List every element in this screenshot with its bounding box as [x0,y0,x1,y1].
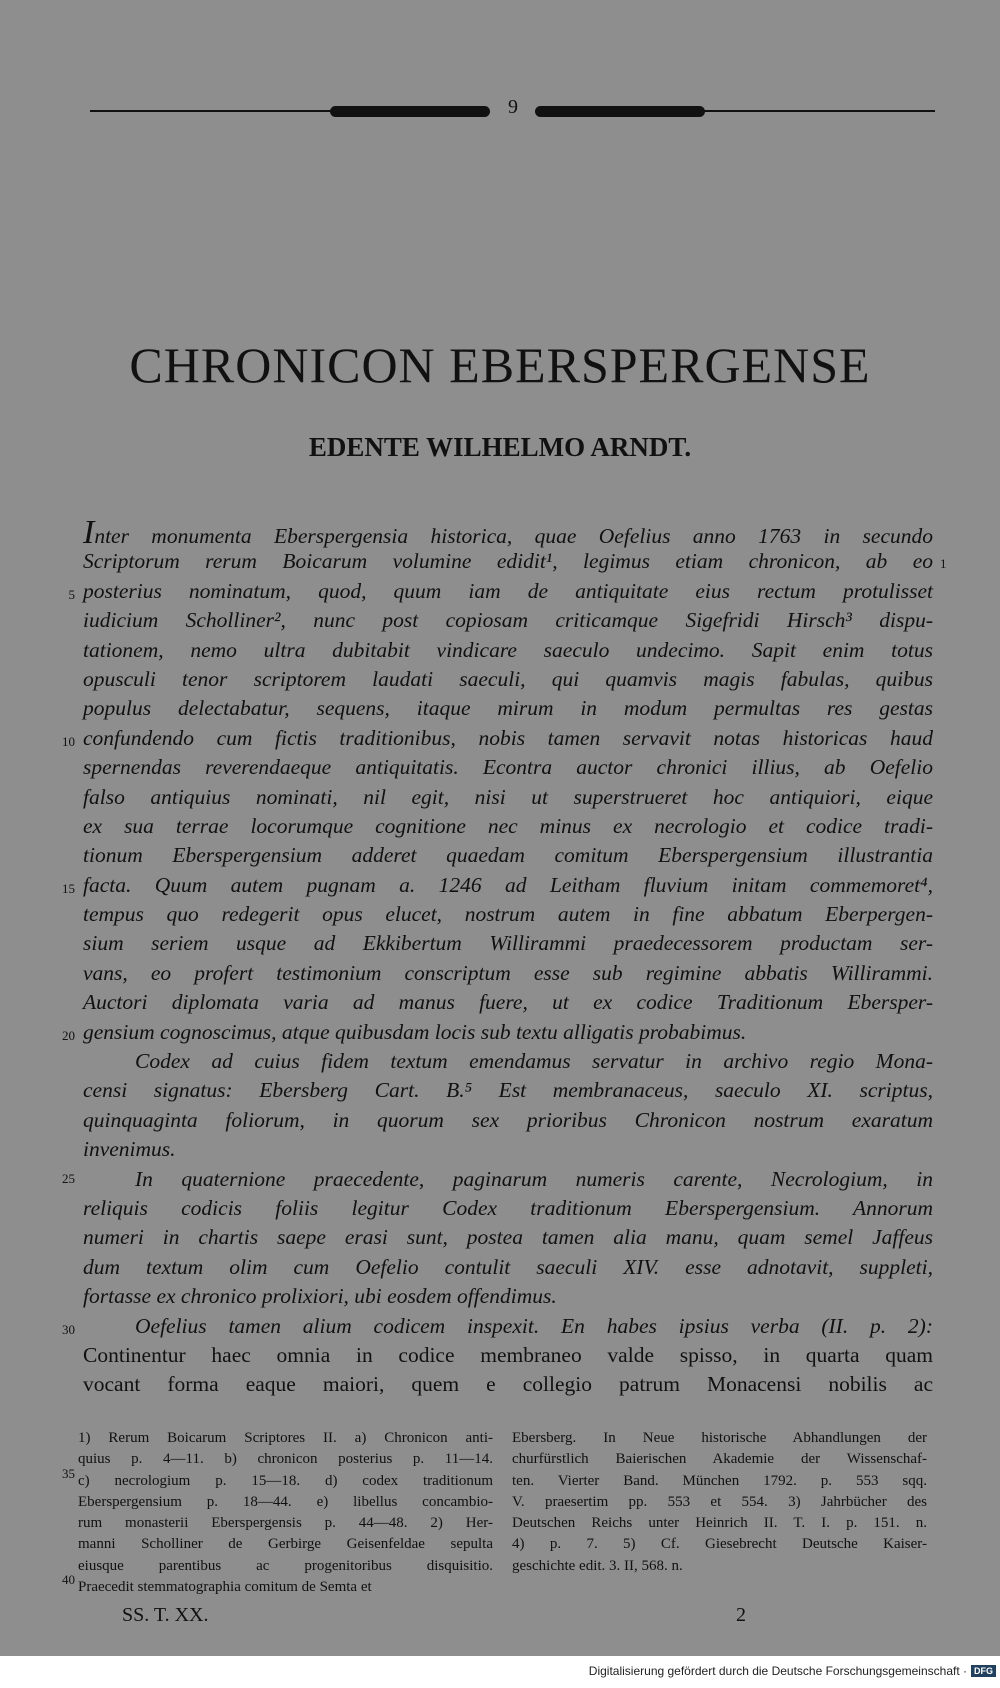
gathering-number: 2 [736,1604,746,1626]
footnotes-right-column [512,1428,927,1577]
line-number: 20 [62,1028,75,1043]
text-line: posterius nominatum, quod, quum iam de antiquitate eius rectum protulisset [83,578,933,603]
credit-text: Digitalisierung gefördert durch die Deutsche Forschungsgemeinschaft · [588,1664,967,1678]
text-line: Auctori diplomata varia ad manus fuere, ut ex codice Traditionum Ebersper- [83,990,933,1015]
footnote-line: V. praesertim pp. 553 et 554. 3) Jahrbücher des [512,1493,927,1510]
footnote-line: churfürstlich Baierischen Akademie der Wissenschaf- [512,1451,927,1468]
text-line: In quaternione praecedente, paginarum numeris carente, Necrologium, in [135,1166,933,1191]
text-line-rest: nter monumenta Eberspergensia historica, quae Oefelius anno 1763 in secundo [94,524,933,548]
text-line: Codex ad cuius fidem textum emendamus servatur in archivo regio Mona- [135,1049,933,1074]
text-line: gensium cognoscimus, atque quibusdam locis sub textu alligatis probabimus. [83,1019,747,1044]
line-number: 5 [68,587,75,602]
text-line: falso antiquius nominati, nil egit, nisi ut superstrueret hoc antiquiori, eique [83,784,933,809]
text-line: quinquaginta foliorum, in quorum sex prioribus Chronicon nostrum exaratum [83,1107,933,1132]
margin-mark: 1 [940,556,947,571]
text-line: Continentur haec omnia in codice membraneo valde spisso, in quarta quam [83,1342,933,1367]
text-line: vans, eo profert testimonium conscriptum esse sub regimine abbatis Willirammi. [83,960,933,985]
text-line: iudicium Scholliner², nunc post copiosam criticamque Sigefridi Hirsch³ dispu- [83,608,933,633]
footnote-line: 4) p. 7. 5) Cf. Giesebrecht Deutsche Kaiser- [512,1536,927,1553]
footnote-line: 1) Rerum Boicarum Scriptores II. a) Chronicon anti- [78,1430,493,1446]
footnote-line: Praecedit stemmatographia comitum de Semta et [78,1579,372,1596]
line-number: 40 [62,1572,75,1587]
text-line: sium seriem usque ad Ekkibertum Willirammi praedecessorem productam ser- [83,931,933,956]
text-line: vocant forma eaque maiori, quem e collegio patrum Monacensi nobilis ac [83,1372,933,1397]
text-line: ex sua terrae locorumque cognitione nec minus ex necrologio et codice tradi- [83,813,933,838]
signature-mark: SS. T. XX. [122,1604,209,1626]
line-number: 35 [62,1466,75,1481]
text-line: spernendas reverendaeque antiquitatis. Econtra auctor chronici illius, ab Oefelio [83,755,933,780]
line-number: 25 [62,1171,75,1186]
footnote-line: geschichte edit. 3. II, 568. n. [512,1557,683,1574]
page-header [90,98,935,124]
footnote-line: manni Scholliner de Gerbirge Geisenfeldae sepulta [78,1536,493,1553]
text-line: censi signatus: Ebersberg Cart. B.⁵ Est membranaceus, saeculo XI. scriptus, [83,1078,933,1103]
footnote-line: quius p. 4—11. b) chronicon posterius p. 11—14. [78,1451,493,1468]
page-number: 9 [508,96,518,118]
page-subtitle: EDENTE WILHELMO ARNDT. [308,432,692,462]
header-rule-left-thick [330,106,490,117]
footnote-line: c) necrologium p. 15—18. d) codex traditionum [78,1472,493,1489]
text-line: confundendo cum fictis traditionibus, nobis tamen servavit notas historicas haud [83,725,933,750]
page-title: CHRONICON EBERSPERGENSE [129,337,871,393]
footnotes-left-column [78,1428,493,1598]
text-line: dum textum olim cum Oefelio contulit saeculi XIV. esse adnotavit, suppleti, [83,1254,933,1279]
footnote-line: eiusque parentibus ac progenitoribus disquisitio. [78,1557,493,1574]
header-rule-right-thin [680,110,935,112]
header-rule-left-thin [90,110,360,112]
text-line: invenimus. [83,1137,176,1162]
initial-letter: I [83,514,95,551]
text-line: tempus quo redegerit opus elucet, nostrum autem in fine abbatum Eberpergen- [83,902,933,927]
digitization-credit [589,1664,996,1678]
text-line: numeri in chartis saepe erasi sunt, postea tamen alia manu, quam semel Jaffeus [83,1225,933,1250]
text-line: tationem, nemo ultra dubitabit vindicare saeculo undecimo. Sapit enim totus [83,637,933,662]
text-line: populus delectabatur, sequens, itaque mirum in modum permultas res gestas [83,696,933,721]
footnote-line: Deutschen Reichs unter Heinrich II. T. I. p. 151. n. [512,1515,927,1532]
footnote-line: rum monasterii Eberspergensis p. 44—48. 2) Her- [78,1515,493,1532]
text-line: facta. Quum autem pugnam a. 1246 ad Leitham fluvium initam commemoret⁴, [83,872,933,897]
main-text [83,514,933,1400]
text-line [83,514,933,551]
line-number: 15 [62,881,75,896]
footnote-line: Ebersberg. In Neue historische Abhandlungen der [512,1430,927,1446]
text-line: Oefelius tamen alium codicem inspexit. En habes ipsius verba (II. p. 2): [135,1313,933,1338]
text-line: Scriptorum rerum Boicarum volumine edidit¹, legimus etiam chronicon, ab eo [83,549,933,574]
line-number: 30 [62,1322,75,1337]
dfg-logo: DFG [971,1665,996,1677]
footnote-line: ten. Vierter Band. München 1792. p. 553 sqq. [512,1472,927,1489]
line-number: 10 [62,734,75,749]
text-line: reliquis codicis foliis legitur Codex traditionum Eberspergensium. Annorum [83,1195,933,1220]
footnote-line: Eberspergensium p. 18—44. e) libellus concambio- [78,1493,493,1510]
text-line: tionum Eberspergensium adderet quaedam comitum Eberspergensium illustrantia [83,843,933,868]
text-line: fortasse ex chronico prolixiori, ubi eosdem offendimus. [83,1284,557,1309]
text-line: opusculi tenor scriptorem laudati saeculi, qui quamvis magis fabulas, quibus [83,666,933,691]
